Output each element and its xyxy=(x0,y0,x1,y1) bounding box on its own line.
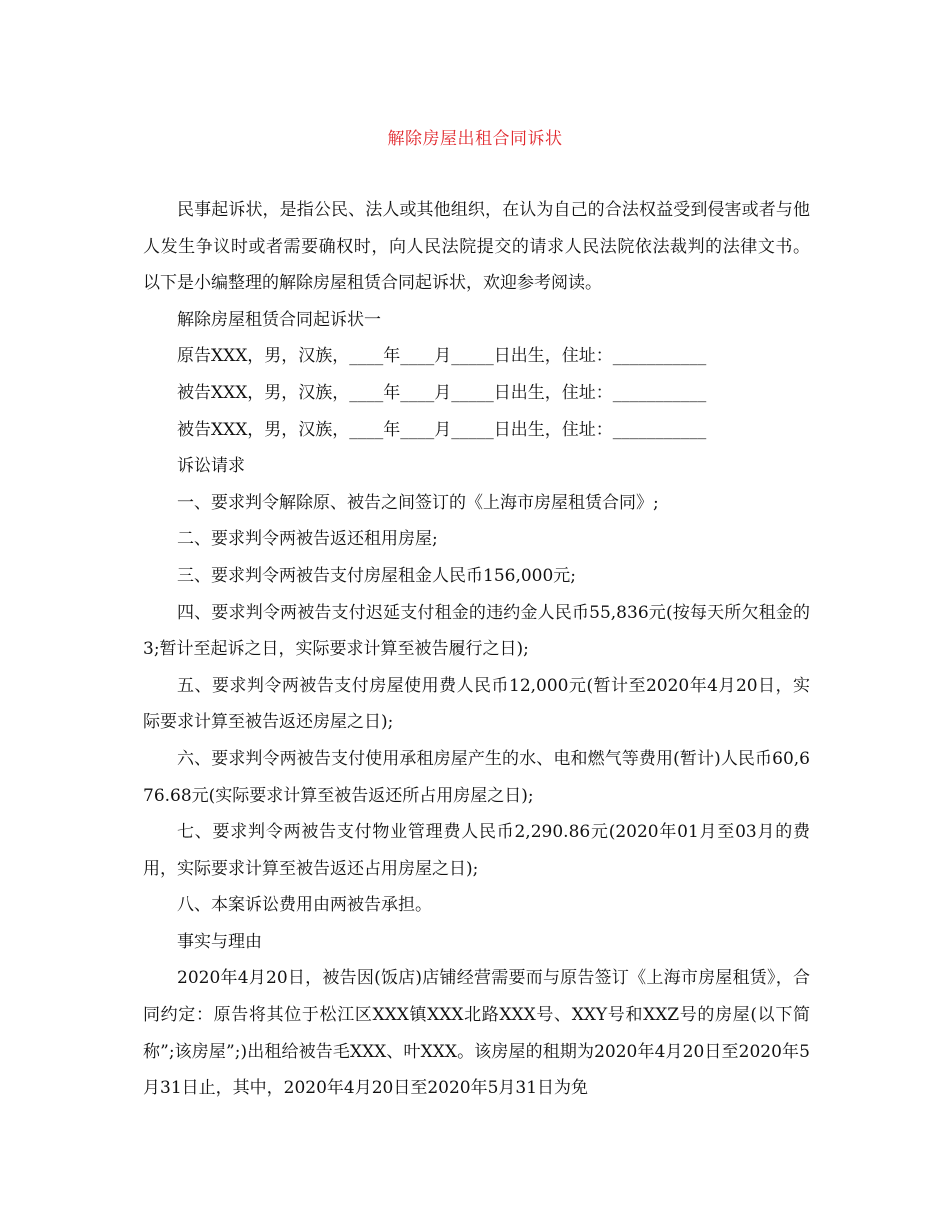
intro-paragraph: 民事起诉状，是指公民、法人或其他组织，在认为自己的合法权益受到侵害或者与他人发生争议时或者需要确权时，向人民法院提交的请求人民法院依法裁判的法律文书。 以下是小编整理的解除房屋租赁合同起诉状，欢迎参考阅读。 xyxy=(143,200,810,294)
defendant-line: 被告XXX，男，汉族，____年____月_____日出生，住址：___________ xyxy=(177,419,707,440)
section-heading: 解除房屋租赁合同起诉状一 xyxy=(177,309,381,330)
claim-item: 一、要求判令解除原、被告之间签订的《上海市房屋租赁合同》; xyxy=(177,492,659,513)
claim-item: 三、要求判令两被告支付房屋租金人民币156,000元; xyxy=(177,565,577,586)
claim-item: 二、要求判令两被告返还租用房屋; xyxy=(177,529,438,550)
claim-item: 六、要求判令两被告支付使用承租房屋产生的水、电和燃气等费用(暂计)人民币60,676.68元(实际要求计算至被告返还所占用房屋之日); xyxy=(143,748,810,806)
claim-item: 五、要求判令两被告支付房屋使用费人民币12,000元(暂计至2020年4月20日，实际要求计算至被告返还房屋之日); xyxy=(143,675,810,733)
document-title: 解除房屋出租合同诉状 xyxy=(387,129,563,149)
claim-item: 八、本案诉讼费用由两被告承担。 xyxy=(177,895,432,916)
facts-paragraph: 2020年4月20日，被告因(饭店)店铺经营需要而与原告签订《上海市房屋租赁》，合同约定：原告将其位于松江区XXX镇XXX北路XXX号、XXY号和XXZ号的房屋(以下简称”;该房屋”;)出租给被告毛XXX、叶XXX。该房屋的租期为2020年4月20日至2020年5月31日止，其中，2020年4月20日至2020年5月31日为免 xyxy=(143,968,810,1099)
facts-heading: 事实与理由 xyxy=(177,931,262,952)
plaintiff-line: 原告XXX，男，汉族，____年____月_____日出生，住址：___________ xyxy=(177,346,707,367)
document-body xyxy=(143,192,810,1107)
defendant-line: 被告XXX，男，汉族，____年____月_____日出生，住址：___________ xyxy=(177,382,707,403)
claim-item: 七、要求判令两被告支付物业管理费人民币2,290.86元(2020年01月至03月的费用，实际要求计算至被告返还占用房屋之日); xyxy=(143,822,810,879)
claim-item: 四、要求判令两被告支付迟延支付租金的违约金人民币55,836元(按每天所欠租金的3;暂计至起诉之日，实际要求计算至被告履行之日); xyxy=(143,602,810,660)
claims-heading: 诉讼请求 xyxy=(177,456,245,477)
